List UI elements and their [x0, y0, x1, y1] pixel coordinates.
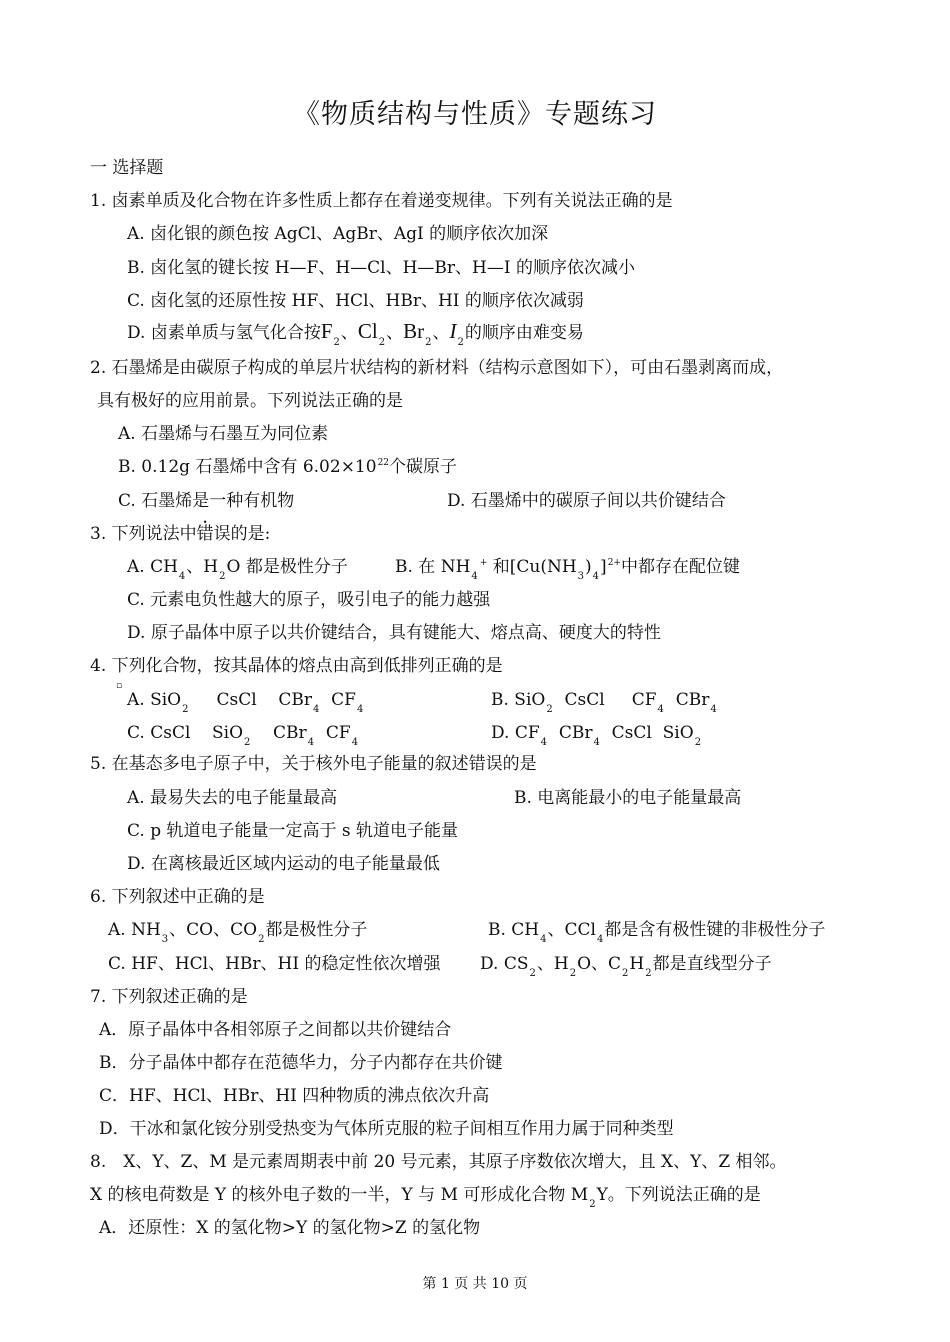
q7-option-a: A．原子晶体中各相邻原子之间都以共价键结合: [99, 1020, 452, 1040]
section-heading: 一 选择题: [90, 158, 164, 178]
q2-stem-line1: 2. 石墨烯是由碳原子构成的单层片状结构的新材料（结构示意图如下），可由石墨剥离而成，: [90, 358, 784, 378]
q4-option-d: D. $CF_4$ CBr$_4$ CsCl SiO$_2$: [491, 723, 702, 748]
q4-option-b: B. SiO$_2$ CsCl $CF_4$ CBr$_4$: [491, 690, 717, 715]
q5-stem: 5. 在基态多电子原子中，关于核外电子能量的叙述错误的是: [90, 754, 537, 774]
q5-option-a: A. 最易失去的电子能量最高: [127, 788, 338, 808]
q5-option-b: B. 电离能最小的电子能量最高: [514, 788, 742, 808]
small-mark: ▫: [116, 681, 123, 691]
q8-stem-line2: X 的核电荷数是 Y 的核外电子数的一半，Y 与 M 可形成化合物 $M_2Y$。下列说法正确的是: [90, 1185, 761, 1210]
q1-option-b: B. 卤化氢的键长按 H—F、H—Cl、H—Br、H—I 的顺序依次减小: [127, 258, 635, 278]
q3-stem: 3. 下列说法中错误的是:: [90, 524, 271, 544]
q8-stem-line1: 8. X、Y、Z、M 是元素周期表中前 20 号元素，其原子序数依次增大，且 X、Y、Z 相邻。: [90, 1152, 787, 1172]
q2-option-b: B. 0.12g 石墨烯中含有 $6.02\times 10^{22}$个碳原子: [118, 457, 458, 477]
q1-stem: 1. 卤素单质及化合物在许多性质上都存在着递变规律。下列有关说法正确的是: [90, 191, 673, 211]
q7-option-b: B．分子晶体中都存在范德华力，分子内都存在共价键: [99, 1053, 503, 1073]
page-title: 《物质结构与性质》专题练习: [293, 99, 657, 130]
q3-option-d: D. 原子晶体中原子以共价键结合，具有键能大、熔点高、硬度大的特性: [127, 623, 661, 643]
q2-stem-line2: 具有极好的应用前景。下列说法正确的是: [97, 391, 403, 411]
q3-option-c: C. 元素电负性越大的原子，吸引电子的能力越强: [127, 590, 491, 610]
q6-option-c: C. HF、HCl、HBr、HI 的稳定性依次增强: [108, 954, 441, 974]
q1-option-a: A. 卤化银的颜色按 AgCl、AgBr、AgI 的顺序依次加深: [127, 224, 549, 244]
q6-option-d: D. $CS_2$、$H_2O$、$C_2H_2$都是直线型分子: [480, 954, 772, 979]
q5-option-c: C. p 轨道电子能量一定高于 s 轨道电子能量: [127, 821, 459, 841]
q8-option-a: A．还原性：X 的氢化物>Y 的氢化物>Z 的氢化物: [99, 1218, 481, 1238]
q6-stem: 6. 下列叙述中正确的是: [90, 887, 265, 907]
q6-option-a: A. $NH_3$、CO、$CO_2$都是极性分子: [108, 920, 368, 945]
q1-option-d: D. 卤素单质与氢气化合按$F_2$、$Cl_2$、$Br_2$、$I_2$的顺序由难变易: [127, 319, 584, 348]
q2-option-a: A. 石墨烯与石墨互为同位素: [118, 424, 329, 444]
q2-option-c: C. 石墨烯是一种有机物: [118, 491, 295, 511]
q3-option-b: B. 在 $NH_4^+$ 和$[Cu(NH_3)_4]^{2+}$中都存在配位键: [395, 557, 740, 582]
q7-stem: 7. 下列叙述正确的是: [90, 987, 248, 1007]
q4-option-c: C. CsCl SiO$_2$ CBr$_4$ $CF_4$: [127, 723, 359, 748]
q7-option-d: D．干冰和氯化铵分别受热变为气体所克服的粒子间相互作用力属于同种类型: [99, 1119, 674, 1139]
q4-option-a: A. SiO$_2$ CsCl CBr$_4$ $CF_4$: [127, 690, 364, 715]
q5-option-d: D. 在离核最近区域内运动的电子能量最低: [127, 854, 440, 874]
q1-option-c: C. 卤化氢的还原性按 HF、HCl、HBr、HI 的顺序依次减弱: [127, 291, 584, 311]
q3-option-a: A. $CH_4$、$H_2O$ 都是极性分子: [127, 557, 348, 582]
page-footer: 第 1 页 共 10 页: [422, 1276, 528, 1292]
q4-stem: 4. 下列化合物，按其晶体的熔点由高到低排列正确的是: [90, 656, 503, 676]
q7-option-c: C．HF、HCl、HBr、HI 四种物质的沸点依次升高: [99, 1086, 490, 1106]
q2-option-d: D. 石墨烯中的碳原子间以共价键结合: [447, 491, 726, 511]
q6-option-b: B. $CH_4$、CCl$_4$都是含有极性键的非极性分子: [488, 920, 826, 945]
